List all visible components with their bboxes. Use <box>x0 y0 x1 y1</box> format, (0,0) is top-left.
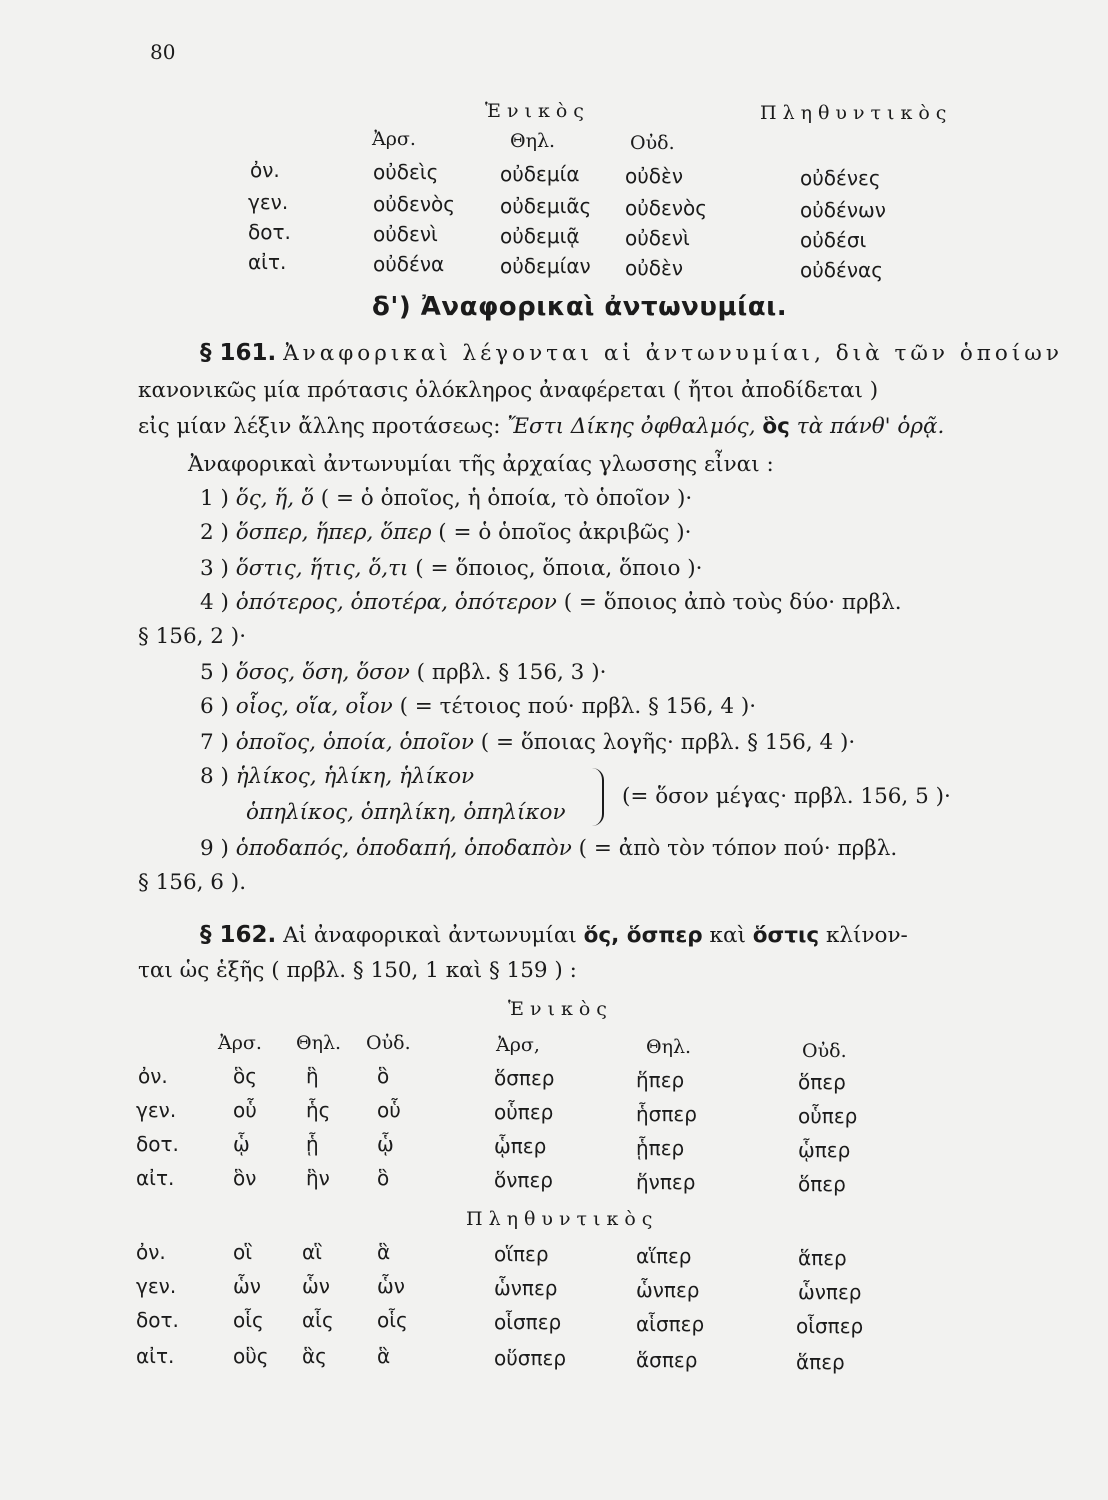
table2-cell: ὧν <box>233 1274 261 1298</box>
table1-cell: οὐδὲν <box>625 164 684 188</box>
table2-cell: οἵπερ <box>494 1242 549 1266</box>
table2-cell: ὅνπερ <box>494 1168 553 1192</box>
table2-cell: ἃ <box>377 1344 391 1368</box>
item-number: 5 ) <box>200 660 229 685</box>
item-number: 4 ) <box>200 590 229 615</box>
table2-cell: ἣν <box>306 1166 330 1190</box>
p161-quote: Ἔστι Δίκης ὀφθαλμός, <box>507 414 763 439</box>
table1-singular-header: Ἑνικὸς <box>485 100 590 122</box>
p162-number: § 162. <box>200 922 277 948</box>
table2-cell: ᾧπερ <box>798 1138 851 1162</box>
table1-cell: οὐδενὸς <box>373 192 456 216</box>
p162-bold: ὅστις <box>752 923 820 948</box>
item-forms: ὅσπερ, ἥπερ, ὅπερ <box>235 520 432 545</box>
p161-text: Ἀναφορικαὶ λέγονται αἱ ἀντωνυμίαι, διὰ τῶν ὁποίων <box>283 341 1063 366</box>
p162-line2: ται ὡς ἑξῆς ( πρβλ. § 150, 1 καὶ § 159 ) : <box>138 958 577 983</box>
table2-case: ὀν. <box>136 1240 166 1264</box>
brace <box>588 768 604 826</box>
p161-item-4-cont: § 156, 2 )· <box>138 624 247 649</box>
table2-cell: ὅσπερ <box>494 1066 555 1090</box>
table2-case: αἰτ. <box>136 1344 175 1368</box>
table2-cell: ᾧ <box>233 1132 250 1156</box>
table1-case: αἰτ. <box>248 250 287 274</box>
item-number: 2 ) <box>200 520 229 545</box>
table2-gender: Θηλ. <box>296 1032 342 1054</box>
table2-cell: ὃ <box>377 1166 390 1190</box>
p161-line <box>200 340 1063 366</box>
table2-cell: οὗπερ <box>798 1104 858 1128</box>
p161-item-4 <box>200 590 902 615</box>
table2-cell: ἃς <box>302 1344 327 1368</box>
item-gloss: ( = τέτοιος πού· πρβλ. § 156, 4 )· <box>392 694 757 719</box>
table1-case: δοτ. <box>248 220 291 244</box>
table2-cell: ἧς <box>306 1098 331 1122</box>
table2-cell: ἧσπερ <box>636 1102 697 1126</box>
item-number: 1 ) <box>200 486 229 511</box>
p161-quote-bold: ὃς <box>762 414 790 439</box>
table2-cell: ἅσπερ <box>636 1348 698 1372</box>
table1-gender-masc: Ἀρσ. <box>372 128 416 150</box>
table1-cell: οὐδεμία <box>500 162 580 186</box>
table2-cell: αἵπερ <box>636 1244 692 1268</box>
table1-cell: οὐδεμιᾷ <box>500 224 580 248</box>
table2-cell: ὧνπερ <box>636 1278 700 1302</box>
table2-cell: ἣ <box>306 1064 319 1088</box>
item-gloss: ( = ἀπὸ τὸν τόπον πού· πρβλ. <box>571 836 898 861</box>
p162-bold: ὅς, ὅσπερ <box>583 923 703 948</box>
table2-cell: οὗπερ <box>494 1100 554 1124</box>
p161-item-6 <box>200 694 756 719</box>
table1-cell: οὐδενὶ <box>625 226 690 250</box>
table2-cell: ᾗ <box>306 1132 319 1156</box>
table1-cell: οὐδένων <box>800 198 886 222</box>
item-number: 6 ) <box>200 694 229 719</box>
table2-case: δοτ. <box>136 1132 179 1156</box>
table2-cell: ὧνπερ <box>494 1276 558 1300</box>
item-number: 8 ) <box>200 764 229 789</box>
table1-cell: οὐδέσι <box>800 228 867 252</box>
p161-item-2 <box>200 520 692 545</box>
table2-cell: ὅπερ <box>798 1172 846 1196</box>
table1-cell: οὐδενὶ <box>373 222 438 246</box>
table1-cell: οὐδεμιᾶς <box>500 194 592 218</box>
p162-text: καὶ <box>702 923 753 948</box>
p161-quote-end: τὰ πάνθ' ὁρᾷ. <box>789 414 945 439</box>
p162-line1 <box>200 922 908 948</box>
table1-cell: οὐδὲν <box>625 256 684 280</box>
p161-item-5 <box>200 660 606 685</box>
p161-number: § 161. <box>200 340 277 366</box>
table1-cell: οὐδένες <box>800 166 881 190</box>
section-heading: δ') Ἀναφορικαὶ ἀντωνυμίαι. <box>372 292 788 322</box>
table2-gender: Ἀρσ. <box>218 1032 262 1054</box>
item-gloss: ( = ὅποιος, ὅποια, ὅποιο )· <box>408 556 703 581</box>
page-number: 80 <box>150 40 176 64</box>
table1-cell: οὐδενὸς <box>625 196 708 220</box>
table2-cell: οἳ <box>233 1240 253 1264</box>
table2-cell: ἅπερ <box>796 1350 845 1374</box>
p161-item-9 <box>200 836 897 861</box>
table2-cell: οἷς <box>233 1308 264 1332</box>
table2-cell: ᾧπερ <box>494 1134 547 1158</box>
table1-cell: οὐδένα <box>373 252 445 276</box>
item-forms: ὁποῖος, ὁποία, ὁποῖον <box>235 730 474 755</box>
p161-line3-a: εἰς μίαν λέξιν ἄλλης προτάσεως: <box>138 414 508 439</box>
table2-cell: ἥπερ <box>636 1068 685 1092</box>
table2-cell: αἳ <box>302 1240 322 1264</box>
item-forms: ὁποδαπός, ὁποδαπή, ὁποδαπὸν <box>235 836 572 861</box>
table1-plural-header: Πληθυντικὸς <box>760 102 953 124</box>
table1-cell: οὐδεὶς <box>373 160 439 184</box>
item-forms: ὅς, ἥ, ὅ <box>235 486 314 511</box>
table2-cell: ὅπερ <box>798 1070 846 1094</box>
item-number: 3 ) <box>200 556 229 581</box>
table2-cell: ᾧ <box>377 1132 394 1156</box>
table2-cell: ᾗπερ <box>636 1136 685 1160</box>
table2-gender: Θηλ. <box>646 1036 692 1058</box>
table2-cell: αἷς <box>302 1308 334 1332</box>
item-gloss: ( = ὁ ὁποῖος ἀκριβῶς )· <box>431 520 692 545</box>
table2-cell: αἷσπερ <box>636 1312 705 1336</box>
item-forms: οἷος, οἵα, οἷον <box>235 694 393 719</box>
item-gloss: ( = ὅποιας λογῆς· πρβλ. § 156, 4 )· <box>473 730 856 755</box>
table2-gender: Ἀρσ, <box>496 1034 540 1056</box>
table2-case: ὀν. <box>138 1064 168 1088</box>
item-forms: ὅστις, ἥτις, ὅ,τι <box>235 556 409 581</box>
table2-cell: ὃν <box>233 1166 257 1190</box>
table2-case: αἰτ. <box>136 1166 175 1190</box>
p161-item-8-gloss: (= ὅσον μέγας· πρβλ. 156, 5 )· <box>622 784 951 809</box>
item-gloss: ( = ὅποιος ἀπὸ τοὺς δύο· πρβλ. <box>556 590 902 615</box>
table1-case: γεν. <box>248 190 289 214</box>
table2-case: γεν. <box>136 1098 177 1122</box>
table2-cell: οἷσπερ <box>796 1314 864 1338</box>
table1-gender-fem: Θηλ. <box>510 130 556 152</box>
p161-intro: Ἀναφορικαὶ ἀντωνυμίαι τῆς ἀρχαίας γλωσσης εἶναι : <box>188 452 774 477</box>
item-forms: ἡλίκος, ἡλίκη, ἡλίκον <box>235 764 475 789</box>
item-number: 7 ) <box>200 730 229 755</box>
table1-gender-neut: Οὐδ. <box>630 132 675 154</box>
table1-case: ὀν. <box>250 158 280 182</box>
table2-cell: οὕσπερ <box>494 1346 567 1370</box>
p161-line2: κανονικῶς μία πρότασις ὁλόκληρος ἀναφέρεται ( ἤτοι ἀποδίδεται ) <box>138 378 879 403</box>
table2-cell: ὧν <box>302 1274 330 1298</box>
table2-gender: Οὐδ. <box>366 1032 411 1054</box>
item-forms: ὅσος, ὅση, ὅσον <box>235 660 410 685</box>
table1-cell: οὐδεμίαν <box>500 254 591 278</box>
table2-cell: ὃ <box>377 1064 390 1088</box>
item-forms: ὁπότερος, ὁποτέρα, ὁπότερον <box>235 590 557 615</box>
table2-cell: ἅπερ <box>798 1246 847 1270</box>
table2-cell: ὃς <box>233 1064 257 1088</box>
item-number: 9 ) <box>200 836 229 861</box>
p161-item-3 <box>200 556 703 581</box>
p161-item-8 <box>200 764 474 789</box>
table2-singular-header: Ἑνικὸς <box>508 998 613 1020</box>
table2-cell: ἥνπερ <box>636 1170 696 1194</box>
table1-cell: οὐδένας <box>800 258 883 282</box>
table2-cell: ὧν <box>377 1274 405 1298</box>
table2-cell: οὗ <box>233 1098 257 1122</box>
table2-case: γεν. <box>136 1274 177 1298</box>
p161-item-1 <box>200 486 692 511</box>
table2-cell: ὧνπερ <box>798 1280 862 1304</box>
item-gloss: ( = ὁ ὁποῖος, ἡ ὁποία, τὸ ὁποῖον )· <box>313 486 693 511</box>
table2-cell: οὓς <box>233 1344 269 1368</box>
p162-text: κλίνον- <box>819 923 908 948</box>
table2-cell: ἃ <box>377 1240 391 1264</box>
table2-cell: οἷς <box>377 1308 408 1332</box>
table2-cell: οἷσπερ <box>494 1310 562 1334</box>
table2-case: δοτ. <box>136 1308 179 1332</box>
p161-item-8-line2: ὁπηλίκος, ὁπηλίκη, ὁπηλίκον <box>246 800 566 825</box>
p161-item-7 <box>200 730 855 755</box>
p161-item-9-cont: § 156, 6 ). <box>138 870 247 895</box>
item-gloss: ( πρβλ. § 156, 3 )· <box>409 660 607 685</box>
p162-text: Αἱ ἀναφορικαὶ ἀντωνυμίαι <box>283 923 584 948</box>
table2-cell: οὗ <box>377 1098 401 1122</box>
table2-plural-header: Πληθυντικὸς <box>466 1208 659 1230</box>
p161-line3 <box>138 414 944 439</box>
table2-gender: Οὐδ. <box>802 1040 847 1062</box>
